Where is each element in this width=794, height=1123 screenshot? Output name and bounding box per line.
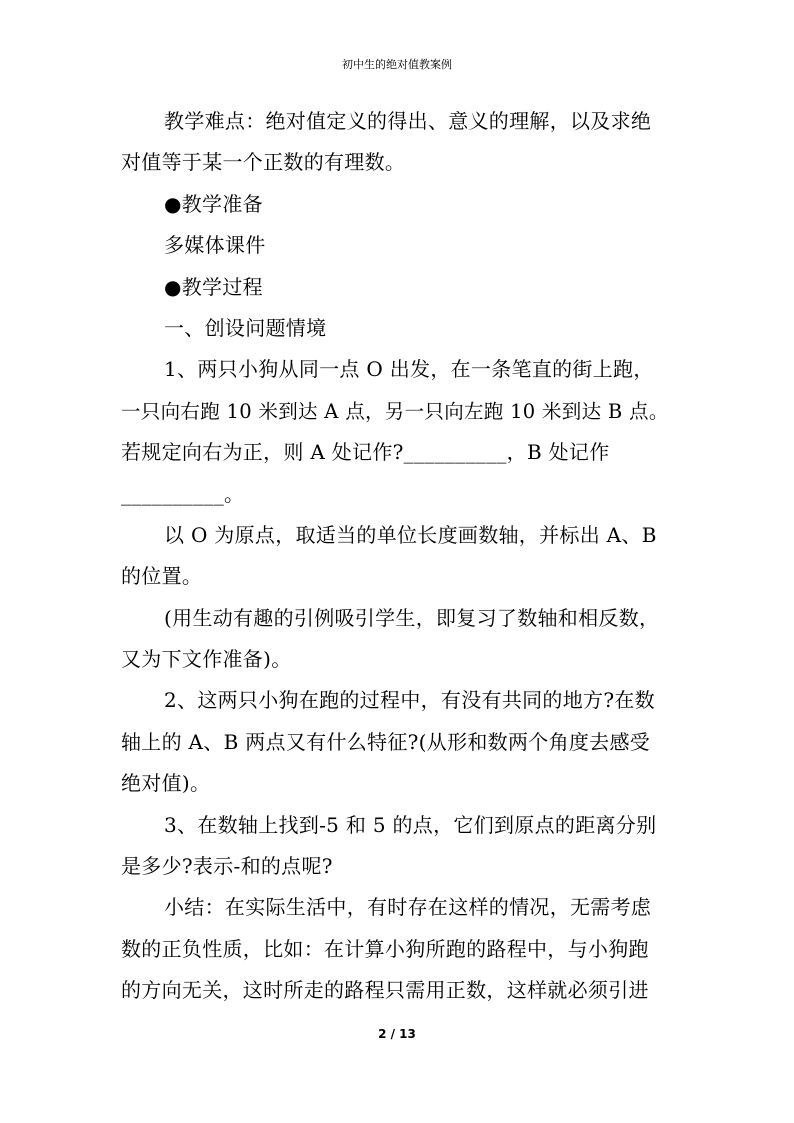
paragraph-line: 绝对值)。 xyxy=(121,771,211,796)
paragraph-line: 3、在数轴上找到-5 和 5 的点，它们到原点的距离分别 xyxy=(164,812,657,837)
paragraph-line: 以 O 为原点，取适当的单位长度画数轴，并标出 A、B xyxy=(164,522,657,547)
paragraph-line: 对值等于某一个正数的有理数。 xyxy=(121,150,406,175)
paragraph-line: 的方向无关，这时所走的路程只需用正数，这样就必须引进 xyxy=(121,978,649,1003)
paragraph-line: 小结：在实际生活中，有时存在这样的情况，无需考虑 xyxy=(164,895,652,920)
paragraph-line: __________。 xyxy=(121,481,245,506)
paragraph-line: 又为下文作准备)。 xyxy=(121,647,292,672)
section-heading: ●教学准备 xyxy=(164,191,263,216)
page-number: 2 / 13 xyxy=(378,1027,416,1041)
paragraph-line: 教学难点：绝对值定义的得出、意义的理解，以及求绝 xyxy=(164,109,652,133)
paragraph-line: 轴上的 A、B 两点又有什么特征?(从形和数两个角度去感受 xyxy=(121,729,651,754)
paragraph-line: (用生动有趣的引例吸引学生，即复习了数轴和相反数， xyxy=(164,605,660,630)
paragraph-line: 若规定向右为正，则 A 处记作?__________，B 处记作 xyxy=(121,440,610,465)
document-body xyxy=(121,101,675,1012)
paragraph-line: 2、这两只小狗在跑的过程中，有没有共同的地方?在数 xyxy=(164,688,655,713)
paragraph-line: 一只向右跑 10 米到达 A 点，另一只向左跑 10 米到达 B 点。 xyxy=(121,399,669,423)
paragraph-line: 的位置。 xyxy=(121,564,203,589)
paragraph-line: 数的正负性质，比如：在计算小狗所跑的路程中，与小狗跑 xyxy=(121,936,649,961)
paragraph-line: 1、两只小狗从同一点 O 出发，在一条笔直的街上跑， xyxy=(164,357,654,382)
paragraph-line: 多媒体课件 xyxy=(164,233,266,258)
section-heading: ●教学过程 xyxy=(164,274,263,299)
subsection-heading: 一、创设问题情境 xyxy=(164,315,327,340)
paragraph-line: 是多少?表示-和的点呢? xyxy=(121,854,333,879)
page-header-title: 初中生的绝对值教案例 xyxy=(342,58,452,71)
